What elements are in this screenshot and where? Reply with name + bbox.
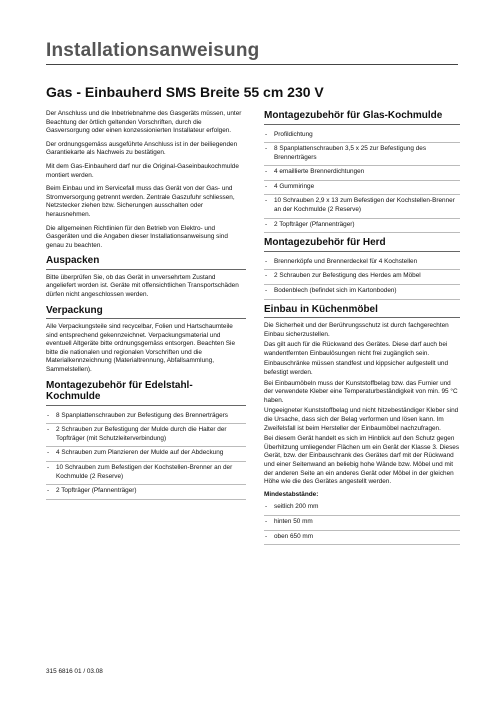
bullet-dash: -	[265, 272, 268, 280]
list-item	[264, 129, 460, 144]
list-item	[264, 501, 460, 516]
list-item	[46, 462, 246, 485]
list-item-text: 4 Schrauben zum Planzieren der Mulde auf der Abdeckung	[56, 449, 224, 457]
intro-paragraph: Der Anschluss und die Inbetriebnahme des Gasgeräts müssen, unter Beachtung der örtlich geltenden Vorschriften, durch die Gasversorgung oder einen konzessionierten Installateur erfolgen.	[46, 110, 242, 135]
list-item-text: 10 Schrauben 2,9 x 13 zum Befestigen der Kochstellen-Brenner an der Kochmulde (2 Reserve)	[274, 197, 455, 214]
einbau-paragraph: Das gilt auch für die Rückwand des Gerätes. Diese darf auch bei wandentfernten Einbaulösungen nicht frei zugänglich sein.	[264, 341, 448, 357]
montage-glas-list	[264, 129, 460, 234]
list-item	[264, 270, 460, 285]
right-column	[264, 110, 460, 549]
section-heading-verpackung: Verpackung	[46, 305, 246, 320]
list-item	[264, 516, 460, 531]
list-item-text: 2 Topfträger (Pfannenträger)	[56, 487, 137, 495]
page-title: Installationsanweisung	[46, 40, 260, 61]
list-item-text: 4 Gummiringe	[274, 182, 315, 190]
bullet-dash: -	[265, 182, 268, 190]
einbau-paragraph: Bei diesem Gerät handelt es sich im Hinblick auf den Schutz gegen Überhitzung umliegender Flächen um ein Gerät der Klasse 3. Dieses Gerät, bzw. der Einbauschrank des Gerätes darf mit der Rückwand und einer Seitenwand an beliebig hohe Wände bzw. Möbel und mit der anderen Seite an ein anderes Gerät oder Möbel in der gleichen Höhe wie die des Gerätes angestellt werden.	[264, 435, 460, 486]
list-item-text: 2 Topfträger (Pfannenträger)	[274, 220, 355, 228]
section-heading-montage-herd: Montagezubehör für Herd	[264, 237, 460, 252]
list-item	[46, 485, 246, 500]
list-item-text: 2 Schrauben zur Befestigung des Herdes am Möbel	[274, 272, 421, 280]
list-item-text: hinten 50 mm	[274, 517, 313, 525]
montage-herd-list	[264, 256, 460, 300]
product-title: Gas - Einbauherd SMS Breite 55 cm 230 V	[46, 84, 324, 100]
list-item	[264, 219, 460, 234]
list-item	[264, 256, 460, 271]
mindestabstaende-list	[264, 501, 460, 545]
left-column	[46, 110, 246, 504]
list-item	[46, 447, 246, 462]
bullet-dash: -	[265, 503, 268, 511]
bullet-dash: -	[265, 145, 268, 153]
einbau-paragraph: Einbauschränke müssen standfest und kippsicher aufgestellt und befestigt werden.	[264, 360, 449, 376]
section-heading-montage-edelstahl: Montagezubehör für Edelstahl-Kochmulde	[46, 380, 246, 406]
list-item	[264, 195, 460, 218]
section-heading-montage-glas: Montagezubehör für Glas-Kochmulde	[264, 110, 460, 125]
list-item-text: seitlich 200 mm	[274, 503, 319, 511]
list-item-text: Bodenblech (befindet sich im Kartonboden)	[274, 286, 397, 294]
list-item	[46, 424, 246, 447]
list-item	[264, 166, 460, 181]
einbau-paragraph: Die Sicherheit und der Berührungsschutz ist durch fachgerechten Einbau sicherzustellen.	[264, 322, 449, 338]
bullet-dash: -	[265, 168, 268, 176]
list-item	[264, 285, 460, 300]
list-item	[264, 181, 460, 196]
mindestabstaende-label: Mindestabstände:	[264, 490, 319, 498]
bullet-dash: -	[47, 449, 50, 457]
bullet-dash: -	[265, 130, 268, 138]
intro-paragraph: Beim Einbau und im Servicefall muss das Gerät von der Gas- und Stromversorgung getrennt werden. Zentrale Gaszufuhr schliessen, Netzstecker ziehen bzw. Sicherungen ausschalten oder herausnehmen.	[46, 185, 235, 218]
list-item-text: oben 650 mm	[274, 532, 314, 540]
bullet-dash: -	[265, 220, 268, 228]
list-item-text: 2 Schrauben zur Befestigung der Mulde durch die Halter der Topfträger (mit Schutzleiterverbindung)	[56, 426, 227, 442]
einbau-paragraph: Bei Einbaumöbeln muss der Kunststoffbelag bzw. das Furnier und der verwendete Kleber eine Temperaturbeständigkeit von min. 95 °C haben.	[264, 379, 458, 404]
list-item-text: 8 Spanplattenschrauben zur Befestigung des Brennerträgers	[56, 411, 228, 419]
einbau-paragraph: Ungeeigneter Kunststoffbelag und nicht hitzebeständiger Kleber sind die Ursache, dass sich der Belag verformen und lösen kann. Im Zweifelsfall ist beim Hersteller der Einbaumöbel nachzufragen.	[264, 407, 459, 432]
bullet-dash: -	[265, 197, 268, 205]
section-heading-auspacken: Auspacken	[46, 255, 246, 270]
bullet-dash: -	[47, 426, 50, 434]
section-heading-einbau: Einbau in Küchenmöbel	[264, 304, 460, 319]
title-divider	[46, 64, 458, 65]
bullet-dash: -	[265, 532, 268, 540]
bullet-dash: -	[47, 411, 50, 419]
list-item-text: 10 Schrauben zum Befestigen der Kochstellen-Brenner an der Kochmulde (2 Reserve)	[56, 464, 233, 480]
list-item-text: Brennerköpfe und Brennerdeckel für 4 Kochstellen	[274, 257, 418, 265]
list-item	[264, 143, 460, 166]
list-item-text: 8 Spanplattenschrauben 3,5 x 25 zur Befestigung des Brennerträgers	[274, 145, 427, 161]
document-code: 315 6816 01 / 03.08	[46, 668, 103, 675]
bullet-dash: -	[47, 464, 50, 472]
list-item	[46, 410, 246, 425]
list-item-text: Profildichtung	[274, 130, 313, 138]
bullet-dash: -	[265, 257, 268, 265]
intro-paragraph: Der ordnungsgemäss ausgeführte Anschluss ist in der beiliegenden Garantiekarte als Nachweis zu bestätigen.	[46, 140, 238, 157]
list-item-text: 4 emaillierte Brennerdichtungen	[274, 168, 365, 176]
bullet-dash: -	[265, 286, 268, 294]
list-item	[264, 531, 460, 546]
bullet-dash: -	[47, 487, 50, 495]
verpackung-text: Alle Verpackungsteile sind recycelbar, Folien und Hartschaumteile sind entsprechend gekennzeichnet. Verpackungsmaterial und eventuell Altgeräte bitte ordnungsgemäss entsorgen. Beachten Sie bitte die nationalen und regionalen Vorschriften und die Materialkennzeichnung (Materialtrennung, Abfallsammlung, Sammelstellen).	[46, 323, 236, 374]
intro-paragraph: Die allgemeinen Richtlinien für den Betrieb von Elektro- und Gasgeräten und die Angaben dieser Installationsanweisung sind genau zu beachten.	[46, 224, 228, 249]
bullet-dash: -	[265, 517, 268, 525]
auspacken-text: Bitte überprüfen Sie, ob das Gerät in unversehrtem Zustand angeliefert worden ist. Geräte mit offensichtlichen Transportschäden dürfen nicht angeschlossen werden.	[46, 273, 239, 298]
montage-edelstahl-list	[46, 410, 246, 500]
intro-paragraph: Mit dem Gas-Einbauherd darf nur die Original-Gaseinbaukochmulde montiert werden.	[46, 162, 239, 179]
